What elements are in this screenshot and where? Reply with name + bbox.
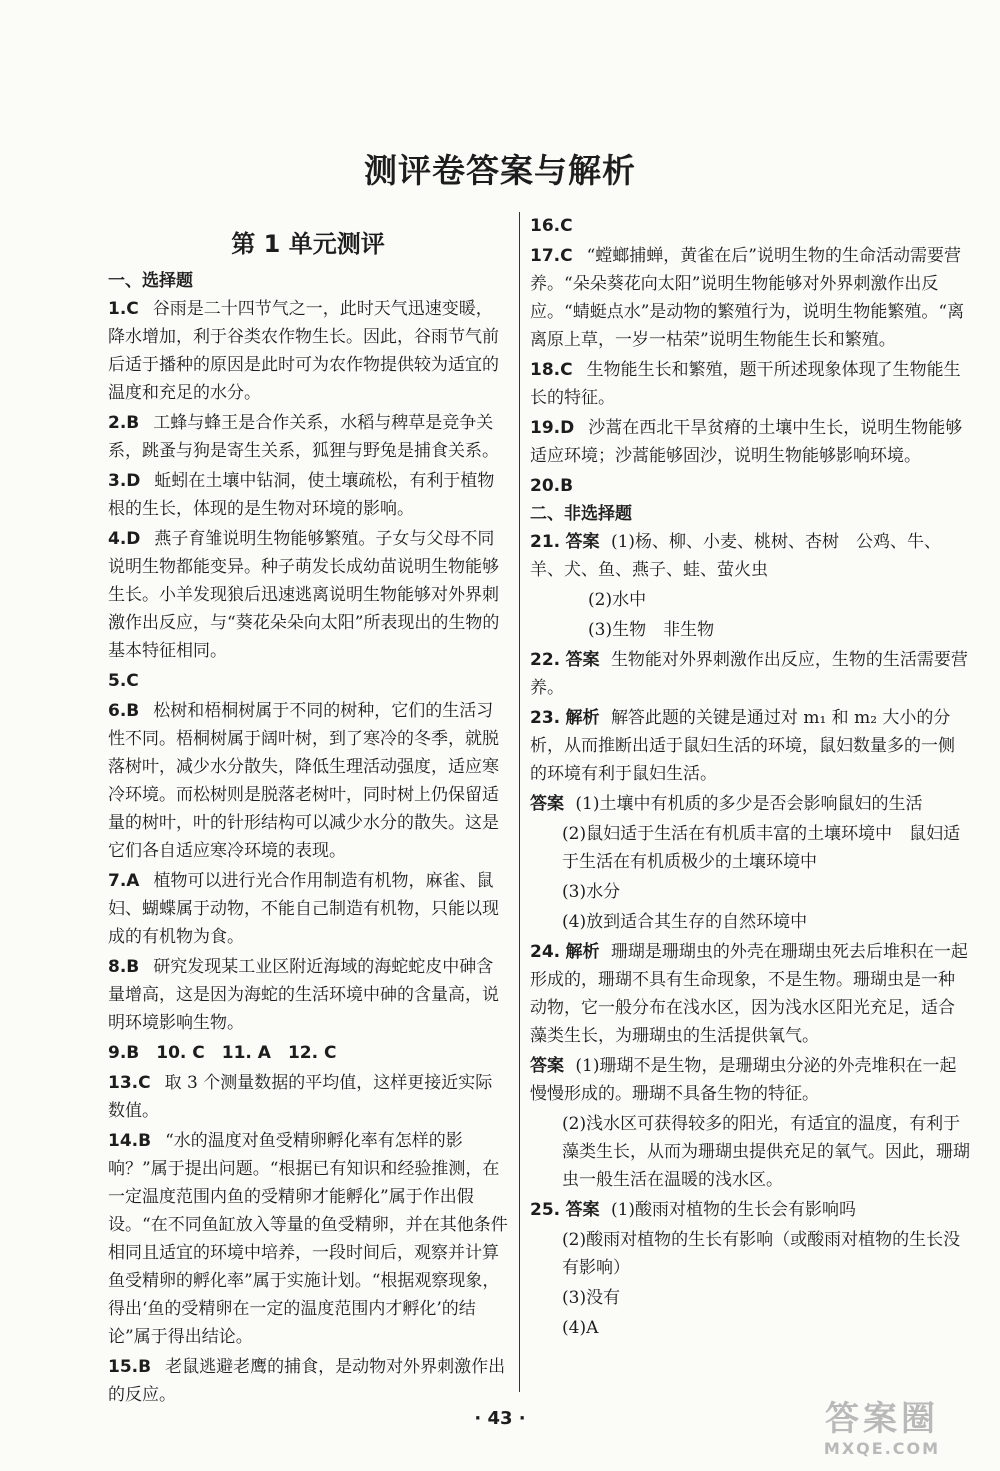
answer-text: 生物能对外界刺激作出反应，生物的生活需要营养。: [530, 650, 968, 698]
sub-answer: (4)放到适合其生存的自然环境中: [562, 912, 808, 932]
question-number: 4.: [108, 529, 127, 549]
sub-answer: (3)没有: [562, 1288, 621, 1308]
question-number: 21.: [530, 532, 561, 552]
page-title: 测评卷答案与解析: [364, 151, 636, 190]
question-number: 8.: [108, 957, 127, 977]
explanation-text: 工蜂与蜂王是合作关系，水稻与稗草是竞争关系，跳蚤与狗是寄生关系，狐狸与野兔是捕食关系。: [108, 413, 499, 461]
choice-answer: B: [560, 476, 574, 496]
answer-item: [108, 953, 508, 1037]
choice-answer: C: [560, 216, 573, 236]
right-answer-list: [530, 212, 970, 500]
explanation-text: “螳螂捕蝉，黄雀在后”说明生物的生命活动需要营养。“朵朵葵花向太阳”说明生物能够对外界刺激作出反应。“蜻蜓点水”是动物的繁殖行为，说明生物能繁殖。“离离原上草，一岁一枯荣”说明生物能生长和繁殖。: [530, 246, 965, 350]
answer-text: (1)酸雨对植物的生长会有影响吗: [610, 1200, 857, 1220]
watermark-url: MXQE.COM: [823, 1439, 941, 1458]
page-number: · 43 ·: [474, 1408, 526, 1429]
question-number: 3.: [108, 471, 127, 491]
explanation-text: 沙蒿在西北干旱贫瘠的土壤中生长，说明生物能够适应环境；沙蒿能够固沙，说明生物能够影响环境。: [530, 418, 963, 466]
choice-answer: B: [126, 413, 140, 433]
section-heading-nonchoice: 二、非选择题: [530, 504, 632, 524]
explanation-text: 谷雨是二十四节气之一，此时天气迅速变暖，降水增加，利于谷类农作物生长。因此，谷雨节气前后适于播种的原因是此时可为农作物提供较为适宜的温度和充足的水分。: [108, 299, 499, 403]
answer-item: [530, 472, 970, 500]
question-number: 5.: [108, 671, 127, 691]
answer-item: [108, 409, 508, 465]
answer-label: 答案: [530, 1056, 564, 1076]
choice-answer: B: [126, 701, 140, 721]
answer-label: 答案: [565, 532, 600, 552]
choice-answer: D: [126, 471, 141, 491]
choice-answer: C: [138, 1073, 151, 1093]
answer-item-21: [530, 528, 970, 584]
question-number: 18.: [530, 360, 561, 380]
choice-answer: B: [126, 957, 140, 977]
answer-item: [108, 467, 508, 523]
sub-answer: (2)鼠妇适于生活在有机质丰富的土壤环境中 鼠妇适于生活在有机质极少的土壤环境中: [562, 824, 961, 872]
answer-item: [108, 1127, 508, 1351]
answer-block: [530, 790, 970, 818]
question-number: 16.: [530, 216, 561, 236]
answer-text: (1)珊瑚不是生物，是珊瑚虫分泌的外壳堆积在一起慢慢形成的。珊瑚不具备生物的特征。: [530, 1056, 957, 1104]
left-answer-list: [108, 295, 508, 1409]
question-number: 1.: [108, 299, 127, 319]
question-number: 14.: [108, 1131, 139, 1151]
explanation-text: 生物能生长和繁殖，题干所述现象体现了生物能生长的特征。: [530, 360, 961, 408]
answer-item: [108, 697, 508, 865]
analysis-text: 珊瑚是珊瑚虫的外壳在珊瑚虫死去后堆积在一起形成的，珊瑚不具有生命现象，不是生物。珊瑚虫是一种动物，它一般分布在浅水区，因为浅水区阳光充足，适合藻类生长，为珊瑚虫的生活提供氧气。: [530, 942, 968, 1046]
answer-item: [108, 867, 508, 951]
question-number: 13.: [108, 1073, 139, 1093]
answer-item: [530, 356, 970, 412]
choice-answer: C: [126, 299, 139, 319]
question-number: 2.: [108, 413, 127, 433]
answer-block: [530, 1052, 970, 1108]
column-divider: [519, 212, 520, 1392]
choice-answer: C: [560, 360, 573, 380]
answer-text: (1)杨、柳、小麦、桃树、杏树 公鸡、牛、羊、犬、鱼、燕子、蛙、萤火虫: [530, 532, 942, 580]
answer-item-23: [530, 704, 970, 788]
choice-answer: C: [126, 671, 139, 691]
sub-answer: (2)水中: [588, 590, 647, 610]
choice-answer: D: [560, 418, 575, 438]
answer-label: 答案: [565, 1200, 600, 1220]
unit-title: 第 1 单元测评: [231, 230, 385, 258]
question-number: 25.: [530, 1200, 561, 1220]
answer-item: [530, 212, 970, 240]
sub-answer: (3)水分: [562, 882, 621, 902]
right-column: [530, 212, 970, 1344]
answer-item: [108, 1069, 508, 1125]
answer-item: [108, 295, 508, 407]
watermark-logo: [792, 1399, 972, 1461]
choice-answer: A: [126, 871, 140, 891]
answer-label: 答案: [565, 650, 600, 670]
explanation-text: 取 3 个测量数据的平均值，这样更接近实际数值。: [108, 1073, 493, 1121]
question-number: 9.: [108, 1043, 127, 1063]
answer-item: [530, 414, 970, 470]
analysis-label: 解析: [565, 942, 600, 962]
explanation-text: 研究发现某工业区附近海域的海蛇蛇皮中砷含量增高，这是因为海蛇的生活环境中砷的含量高，说明环境影响生物。: [108, 957, 499, 1033]
explanation-text: 松树和梧桐树属于不同的树种，它们的生活习性不同。梧桐树属于阔叶树，到了寒冷的冬季，就脱落树叶，减少水分散失，降低生理活动强度，适应寒冷环境。而松树则是脱落老树叶，同时树上仍保留适量的树叶，叶的针形结构可以减少水分的散失。这是它们各自适应寒冷环境的表现。: [108, 701, 499, 861]
analysis-label: 解析: [565, 708, 600, 728]
explanation-text: 植物可以进行光合作用制造有机物，麻雀、鼠妇、蝴蝶属于动物，不能自己制造有机物，只能以现成的有机物为食。: [108, 871, 499, 947]
sub-answer: (2)浅水区可获得较多的阳光，有适宜的温度，有利于藻类生长，从而为珊瑚虫提供充足的氧气。因此，珊瑚虫一般生活在温暖的浅水区。: [562, 1114, 970, 1190]
answer-item: [108, 1039, 508, 1067]
answer-item-24: [530, 938, 970, 1050]
question-number: 23.: [530, 708, 561, 728]
question-number: 20.: [530, 476, 561, 496]
sub-answer: (3)生物 非生物: [588, 620, 715, 640]
answer-item: [108, 1353, 508, 1409]
left-column: [108, 212, 508, 1411]
answer-item-25: [530, 1196, 970, 1224]
answer-label: 答案: [530, 794, 564, 814]
question-number: 6.: [108, 701, 127, 721]
choice-answer: B: [138, 1131, 152, 1151]
answer-item: [108, 525, 508, 665]
answer-item: [530, 242, 970, 354]
sub-answer: (4)A: [562, 1318, 599, 1338]
analysis-text: 解答此题的关键是通过对 m₁ 和 m₂ 大小的分析，从而推断出适于鼠妇生活的环境，鼠妇数量多的一侧的环境有利于鼠妇生活。: [530, 708, 955, 784]
answer-item: [108, 667, 508, 695]
choice-answer: D: [126, 529, 141, 549]
watermark-text: 答案圈: [825, 1399, 939, 1439]
question-number: 17.: [530, 246, 561, 266]
explanation-text: 蚯蚓在土壤中钻洞，使土壤疏松，有利于植物根的生长，体现的是生物对环境的影响。: [108, 471, 495, 519]
choice-answer: C: [560, 246, 573, 266]
sub-answer: (2)酸雨对植物的生长有影响（或酸雨对植物的生长没有影响）: [562, 1230, 961, 1278]
question-number: 22.: [530, 650, 561, 670]
choice-answer: B 10. C 11. A 12. C: [126, 1043, 337, 1063]
question-number: 15.: [108, 1357, 139, 1377]
question-number: 24.: [530, 942, 561, 962]
explanation-text: 燕子育雏说明生物能够繁殖。子女与父母不同说明生物都能变异。种子萌发长成幼苗说明生物能够生长。小羊发现狼后迅速逃离说明生物能够对外界刺激作出反应，与“葵花朵朵向太阳”所表现出的生物的基本特征相同。: [108, 529, 500, 661]
section-heading-choice: 一、选择题: [108, 271, 193, 291]
answer-item-22: [530, 646, 970, 702]
question-number: 7.: [108, 871, 127, 891]
choice-answer: B: [138, 1357, 152, 1377]
answer-text: (1)土壤中有机质的多少是否会影响鼠妇的生活: [575, 794, 923, 814]
explanation-text: 老鼠逃避老鹰的捕食，是动物对外界刺激作出的反应。: [108, 1357, 506, 1405]
question-number: 19.: [530, 418, 561, 438]
explanation-text: “水的温度对鱼受精卵孵化率有怎样的影响？”属于提出问题。“根据已有知识和经验推测，在一定温度范围内鱼的受精卵才能孵化”属于作出假设。“在不同鱼缸放入等量的鱼受精卵，并在其他条件相同且适宜的环境中培养，一段时间后，观察并计算鱼受精卵的孵化率”属于实施计划。“根据观察现象，得出‘鱼的受精卵在一定的温度范围内才孵化’的结论”属于得出结论。: [108, 1131, 508, 1347]
